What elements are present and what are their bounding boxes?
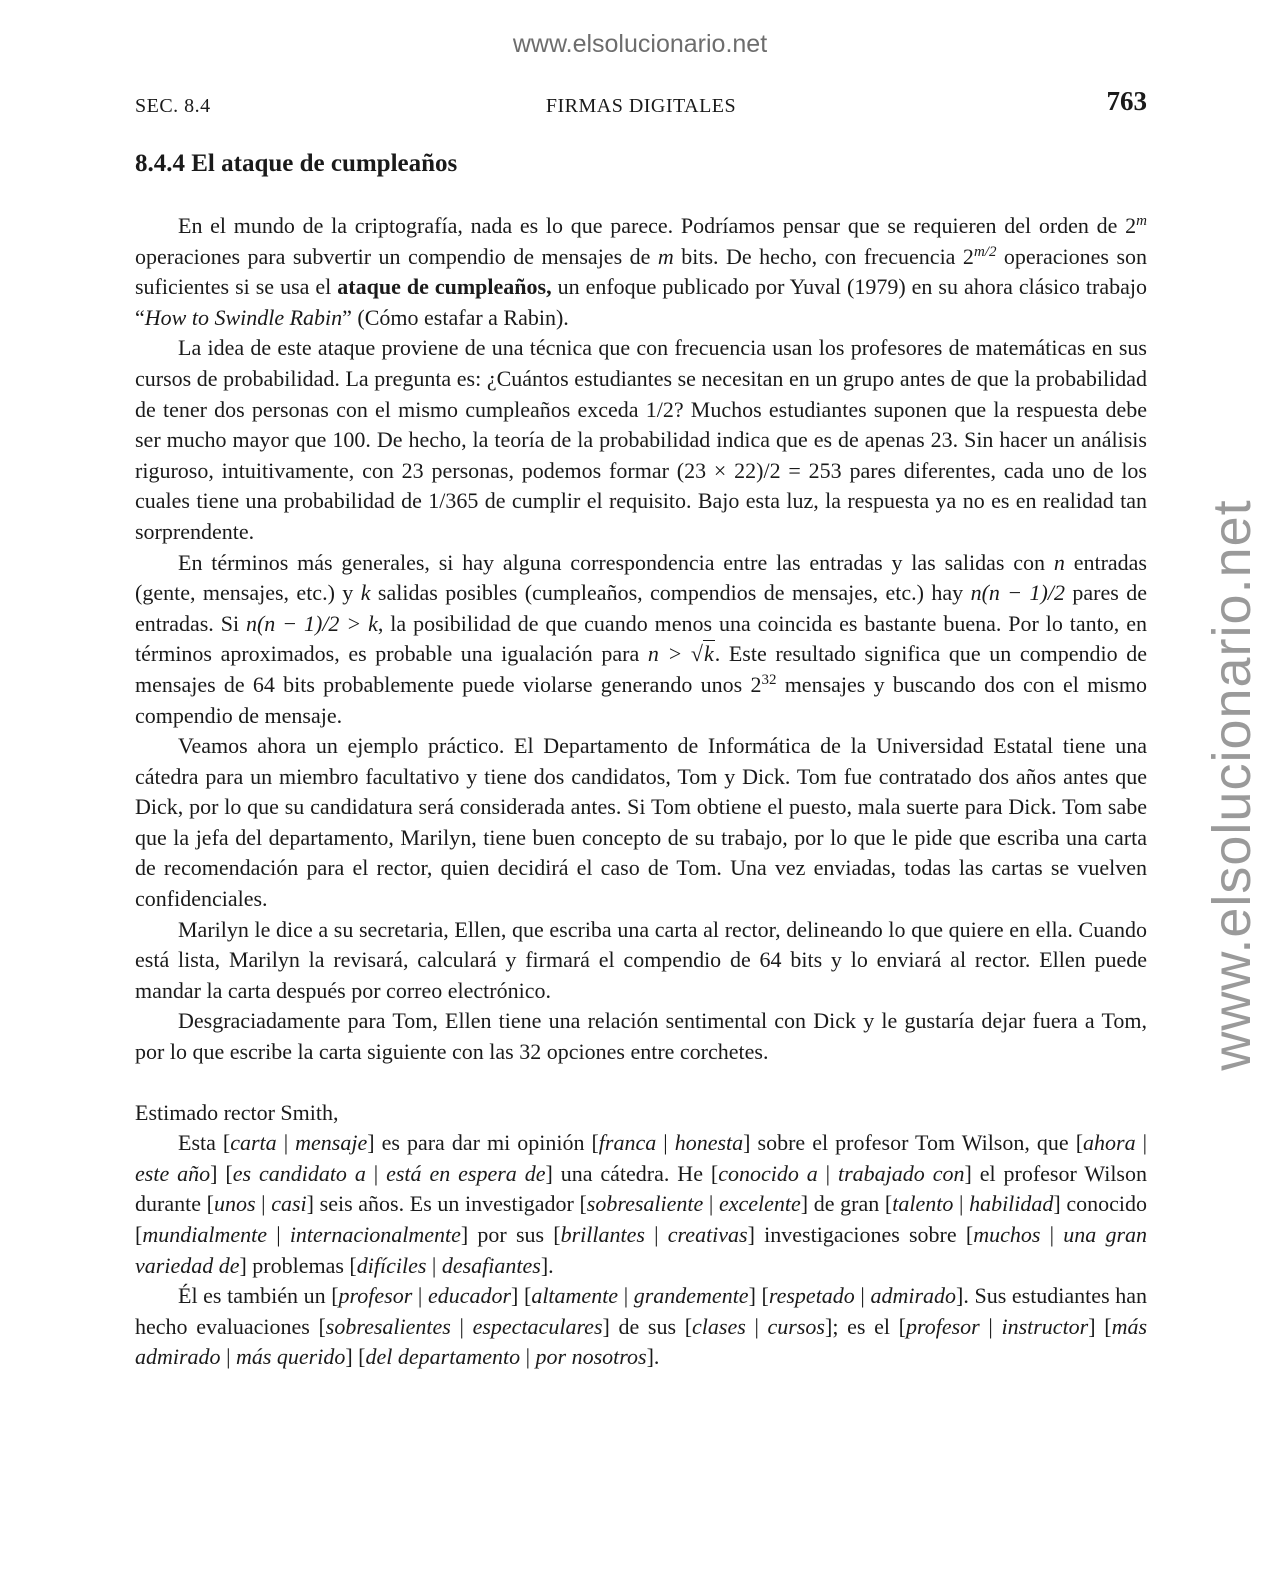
letter-text: ] por sus [ [460,1222,561,1247]
letter-text: ] [ [748,1283,769,1309]
paragraph-2: La idea de este ataque proviene de una técnica que con frecuencia usan los profesores de matemáticas en sus cursos de probabilidad. La pregunta es: ¿Cuántos estudiantes se necesitan en un grupo antes de que la probabilidad de tener dos personas con el mismo cumpleaños exceda 1/2? Muchos estudiantes suponen que la respuesta debe ser mucho mayor que 100. De hecho, la teoría de la probabilidad indica que es de apenas 23. Sin hacer un análisis riguroso, intuitivamente, con 23 personas, podemos formar (23 × 22)/2 = 253 pares diferentes, cada uno de los cuales tiene una probabilidad de 1/365 de cumplir el requisito. Bajo esta luz, la respuesta ya no es en realidad tan sorprendente. [135,335,1147,544]
letter-option: mensaje [295,1130,368,1156]
letter-text: | [644,1222,668,1247]
letter-text: ]. [646,1344,660,1370]
text-run: pares de entradas. Si [135,580,1148,636]
letter-text: | [266,1222,290,1247]
letter-text: | [703,1191,719,1217]
letter-text: | [520,1344,536,1370]
letter-option: casi [271,1191,307,1217]
variable: m [657,243,674,269]
letter-text: ] de sus [ [602,1313,693,1339]
text-run: salidas posibles (cumpleaños, compendios de mensajes, etc.) hay [370,580,971,606]
letter-text: | [953,1191,970,1217]
superscript: m/2 [973,243,997,260]
letter-option: por nosotros [535,1344,647,1370]
watermark-side: www.elsolucionario.net [1202,499,1262,1071]
letter-text: ] problemas [ [239,1252,357,1278]
letter-option: más querido [235,1344,346,1370]
letter-option: respetado [768,1283,855,1309]
letter-option: educador [427,1283,512,1309]
letter-option: mundialmente [142,1222,267,1247]
letter-option: sobresaliente [586,1191,704,1217]
letter-salutation: Estimado rector Smith, [135,1099,339,1125]
letter-text: ] [ [210,1160,233,1186]
letter-text: ] investigaciones sobre [ [747,1222,974,1247]
letter-text: | [412,1283,428,1309]
paragraph-3 [135,548,1147,732]
letter-option: más admirado [135,1313,1148,1370]
letter-option: unos [213,1191,256,1217]
text-run: operaciones para subvertir un compendio de mensajes de [135,243,658,269]
square-root [691,640,715,666]
letter-text: ] [ [345,1344,366,1370]
letter-option: muchos [973,1222,1041,1247]
superscript: m [1136,213,1147,229]
letter-text: ] sobre el profesor Tom Wilson, que [ [743,1130,1084,1156]
paragraph-5: Marilyn le dice a su secretaria, Ellen, que escriba una carta al rector, delineando lo que quiere en ella. Cuando está lista, Marilyn la revisará, calculará y firmará el compendio de 64 bits y lo enviará al rector. Ellen puede mandar la carta después por correo electrónico. [135,916,1147,1003]
letter-option: instructor [1001,1313,1089,1339]
letter-option: está en espera de [386,1160,546,1186]
text-run: En el mundo de la criptografía, nada es lo que parece. Podríamos pensar que se requieren del orden de 2 [178,213,1137,238]
text-run: . Este resultado significa que un compendio de mensajes de 64 bits probablemente puede violarse generando unos 2 [135,641,1147,697]
letter-option: espectaculares [472,1313,603,1339]
text-run: operaciones son suficientes si se usa el [135,243,1148,300]
letter-text: | [255,1191,272,1217]
text-run: ” (Cómo estafar a Rabin). [342,304,569,330]
cited-title: How to Swindle Rabin [144,304,343,330]
letter-option: este año [135,1160,211,1186]
sqrt-sign: √ [690,641,703,667]
letter-text: ]. [540,1252,554,1278]
letter-text: Él es también un [ [178,1283,339,1309]
letter-text: ]. Sus estudiantes han hecho evaluaciones [ [135,1283,1148,1339]
letter-option: altamente [531,1283,619,1309]
letter-option: una gran variedad de [135,1222,1148,1278]
variable: k [360,580,371,606]
body-text [135,211,1147,1373]
text-run: mensajes y buscando dos con el mismo compendio de mensaje. [135,671,1147,728]
watermark-top: www.elsolucionario.net [512,30,768,58]
section-number: SEC. 8.4 [135,95,211,117]
letter-text: | [1135,1130,1148,1156]
letter-option: cursos [767,1313,825,1339]
letter-text: ] [ [1088,1313,1112,1339]
letter-text: ] [ [511,1283,532,1309]
letter-option: es candidato a [232,1160,366,1186]
letter-text: | [979,1313,1002,1339]
letter-paragraph-1 [135,1128,1147,1281]
letter-text: | [745,1313,768,1339]
letter-text: ] seis años. Es un investigador [ [306,1191,587,1217]
text-run: En términos más generales, si hay alguna correspondencia entre las entradas y las salidas con [178,549,1054,575]
letter-paragraph-2 [135,1281,1147,1373]
letter-text: | [365,1160,387,1186]
letter-text: | [1040,1222,1064,1247]
text-run: bits. De hecho, con frecuencia 2 [673,243,974,269]
letter-text: ] el profesor Wilson durante [ [135,1160,1147,1217]
letter-option: grandemente [633,1283,749,1309]
letter-option: excelente [718,1191,801,1217]
text-run: un enfoque publicado por Yuval (1979) en su ahora clásico trabajo “ [135,274,1147,330]
letter-option: sobresalientes [325,1313,451,1339]
paragraph-4: Veamos ahora un ejemplo práctico. El Departamento de Informática de la Universidad Estatal tiene una cátedra para un miembro facultativo y tiene dos candidatos, Tom y Dick. Tom fue contratado dos años antes que Dick, por lo que su candidatura será considerada antes. Si Tom obtiene el puesto, mala suerte para Dick. Tom sabe que la jefa del departamento, Marilyn, tiene buen concepto de su trabajo, por lo que le pide que escriba una carta de recomendación para el rector, quien decidirá el caso de Tom. Una vez enviadas, todas las cartas se vuelven confidenciales. [135,733,1147,912]
letter-text: ] es para dar mi opinión [ [367,1130,599,1156]
letter-text: | [618,1283,634,1309]
variable: n [1053,549,1065,575]
letter-option: talento [892,1191,954,1217]
letter-option: del departamento [365,1344,521,1370]
letter-option: internacionalmente [289,1222,461,1247]
section-title: 8.4.4 El ataque de cumpleaños [135,150,458,177]
letter-text: | [220,1344,236,1370]
letter-option: profesor [338,1283,413,1309]
sqrt-radicand: k [703,641,714,667]
paragraph-6: Desgraciadamente para Tom, Ellen tiene una relación sentimental con Dick y le gustaría dejar fuera a Tom, por lo que escribe la carta siguiente con las 32 opciones entre corchetes. [135,1008,1147,1065]
letter-text: ] una cátedra. He [ [545,1160,719,1186]
letter-option: profesor [905,1313,980,1339]
letter-option: clases [692,1313,746,1339]
letter-option: desafiantes [441,1252,541,1278]
math-expression: n(n − 1)/2 > k [245,610,378,636]
math-expression: n(n − 1)/2 [970,580,1065,606]
chapter-title: FIRMAS DIGITALES [545,95,737,117]
letter-option: habilidad [969,1191,1054,1217]
page-number: 763 [1106,86,1147,116]
letter-option: difíciles [356,1252,427,1278]
letter-option: ahora [1083,1130,1136,1156]
paragraph-1 [135,211,1147,333]
letter-option: conocido a [718,1160,818,1186]
letter-option: franca [598,1130,657,1156]
letter-option: admirado [870,1283,957,1309]
letter-text: | [854,1283,871,1309]
letter-text: ] de gran [ [800,1191,893,1217]
text-run: entradas (gente, mensajes, etc.) y [135,549,1147,606]
letter-text: | [426,1252,442,1278]
running-head [135,86,1147,126]
letter-text: ] conocido [ [135,1191,1148,1247]
letter-option: carta [230,1130,277,1156]
bold-term: ataque de cumpleaños, [337,274,552,300]
math-expression: n > [647,641,691,667]
letter-text: Esta [ [178,1130,231,1156]
letter-text: ]; es el [ [825,1313,906,1339]
letter-option: trabajado con [838,1160,965,1186]
letter-option: creativas [667,1222,748,1247]
letter-text: | [817,1160,838,1186]
letter-option: honesta [674,1130,744,1156]
text-run: , la posibilidad de que cuando menos una coincida es bastante buena. Por lo tanto, en términos aproximados, es probable una igualación para [135,610,1147,667]
letter-text: | [276,1130,296,1156]
letter-text: | [656,1130,675,1156]
letter-text: | [450,1313,473,1339]
letter-option: brillantes [560,1222,645,1247]
superscript: 32 [761,671,777,688]
